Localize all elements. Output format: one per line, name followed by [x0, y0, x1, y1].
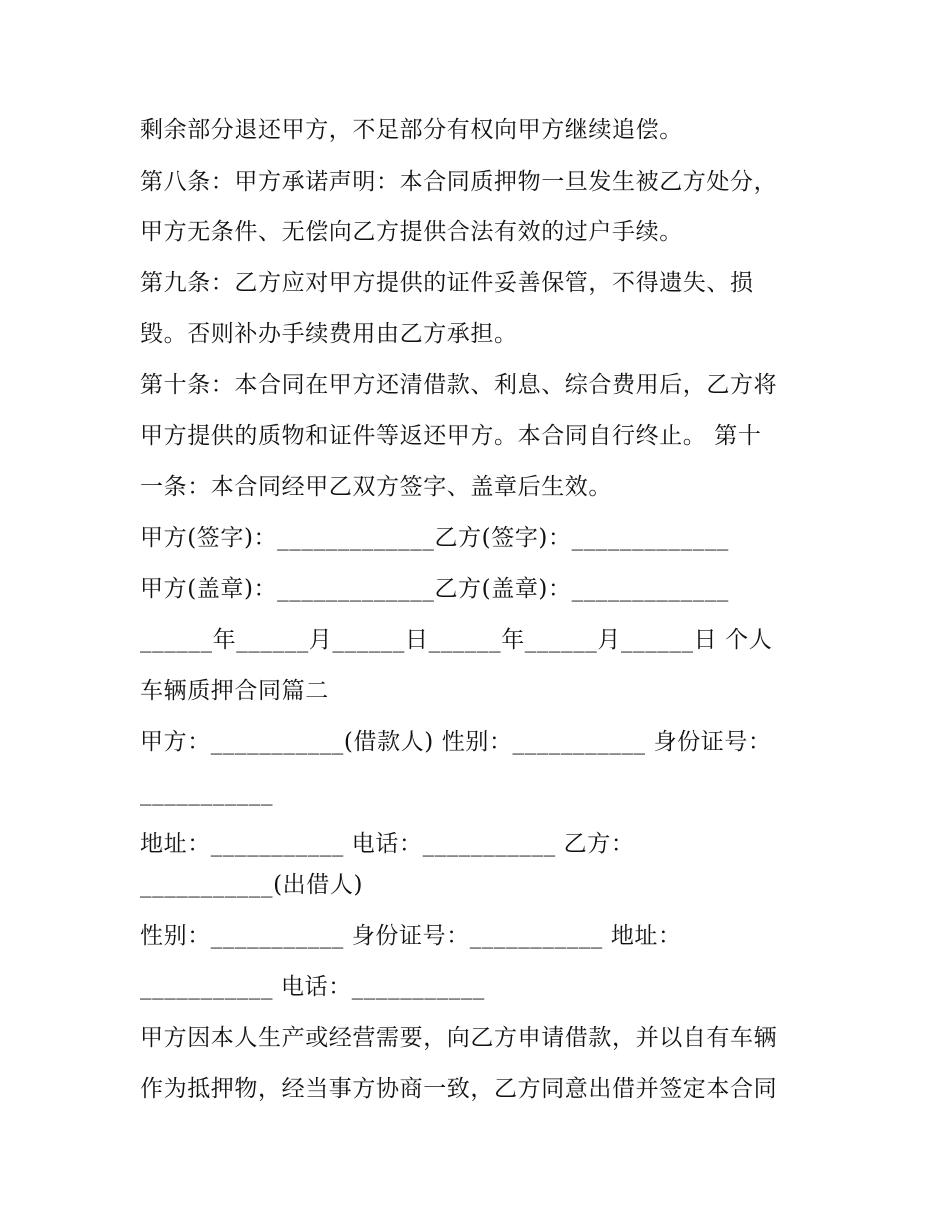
clause-8-line-2: 甲方无条件、无偿向乙方提供合法有效的过户手续。 [140, 219, 683, 245]
party-a-info-line-1: 甲方：___________(借款人) 性别：___________ 身份证号： [140, 729, 772, 755]
party-b-name-line: ___________(出借人) [140, 872, 364, 898]
purpose-line-1: 甲方因本人生产或经营需要，向乙方申请借款，并以自有车辆 [140, 1025, 778, 1051]
clause-10-line-1: 第十条：本合同在甲方还清借款、利息、综合费用后，乙方将 [140, 372, 778, 398]
party-a-address-line: 地址：___________ 电话：___________ 乙方： [140, 831, 635, 857]
party-b-info-line-2: ___________ 电话：___________ [140, 974, 485, 1000]
clause-9-line-1: 第九条：乙方应对甲方提供的证件妥善保管，不得遗失、损 [140, 270, 754, 296]
seal-line: 甲方(盖章)：_____________乙方(盖章)：_____________ [140, 576, 729, 602]
purpose-line-2: 作为抵押物，经当事方协商一致，乙方同意出借并签定本合同 [140, 1076, 778, 1102]
clause-7-continuation: 剩余部分退还甲方，不足部分有权向甲方继续追偿。 [140, 117, 683, 143]
clause-11: 一条：本合同经甲乙双方签字、盖章后生效。 [140, 474, 612, 500]
clause-9-line-2: 毁。否则补办手续费用由乙方承担。 [140, 321, 518, 347]
clause-10-line-2: 甲方提供的质物和证件等返还甲方。本合同自行终止。 第十 [140, 423, 762, 449]
party-a-info-line-2: ___________ [140, 780, 274, 806]
clause-8-line-1: 第八条：甲方承诺声明：本合同质押物一旦发生被乙方处分， [140, 169, 778, 195]
section-title: 车辆质押合同篇二 [140, 678, 329, 704]
party-b-info-line-1: 性别：___________ 身份证号：___________ 地址： [140, 923, 682, 949]
signature-line: 甲方(签字)：_____________乙方(签字)：_____________ [140, 525, 729, 551]
date-line: ______年______月______日______年______月______日 个人 [140, 627, 773, 653]
